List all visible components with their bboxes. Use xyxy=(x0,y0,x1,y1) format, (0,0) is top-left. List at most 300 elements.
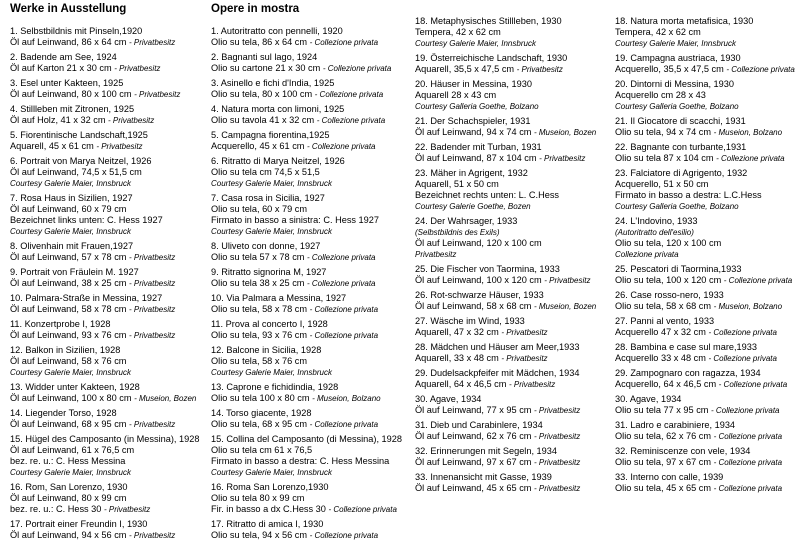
artwork-entry xyxy=(211,26,411,48)
artwork-entry xyxy=(415,53,613,75)
artwork-entry xyxy=(415,264,613,286)
detail-text: Öl auf Leinwand, 68 x 95 cm xyxy=(10,419,129,429)
artwork-entry xyxy=(615,16,800,49)
artwork-detail xyxy=(211,115,411,126)
ownership-note: - Collezione privata xyxy=(718,380,788,389)
ownership-note: - Collezione privata xyxy=(309,531,379,540)
detail-text: 11. Konzertprobe I, 1928 xyxy=(10,319,111,329)
artwork-title xyxy=(615,342,800,353)
artwork-detail xyxy=(211,456,411,467)
detail-text: Öl auf Holz, 41 x 32 cm xyxy=(10,115,109,125)
detail-text: 4. Natura morta con limoni, 1925 xyxy=(211,104,345,114)
artwork-detail xyxy=(415,127,613,138)
artwork-title xyxy=(415,16,613,27)
ownership-note: - Museion, Bozen xyxy=(134,394,197,403)
artwork-entry xyxy=(415,79,613,112)
ownership-note: - Privatbesitz xyxy=(114,64,161,73)
entries-list xyxy=(615,16,800,494)
artwork-title xyxy=(615,116,800,127)
artwork-detail xyxy=(211,178,411,189)
artwork-detail xyxy=(10,278,205,289)
artwork-entry xyxy=(10,193,205,237)
detail-text: Olio su tela, 58 x 76 cm xyxy=(211,356,308,366)
artwork-title xyxy=(415,342,613,353)
detail-text: 27. Panni al vento, 1933 xyxy=(615,316,715,326)
ownership-note: - Collezione privata xyxy=(309,331,379,340)
detail-text: Acquerello, 35,5 x 47,5 cm xyxy=(615,64,727,74)
artwork-entry xyxy=(10,130,205,152)
ownership-note: Privatbesitz xyxy=(415,250,457,259)
detail-text: Olio su tela cm 74,5 x 51,5 xyxy=(211,167,320,177)
artwork-detail xyxy=(211,63,411,74)
ownership-note: - Privatbesitz xyxy=(108,116,155,125)
artwork-detail xyxy=(615,379,800,390)
artwork-entry xyxy=(615,472,800,494)
artwork-title xyxy=(415,394,613,405)
artwork-entry xyxy=(10,241,205,263)
column-italian-part-1 xyxy=(211,2,411,545)
artwork-detail xyxy=(10,467,205,478)
artwork-entry xyxy=(211,267,411,289)
column-italian-part-2 xyxy=(615,2,800,498)
artwork-entry xyxy=(211,130,411,152)
ownership-note: - Privatbesitz xyxy=(516,65,563,74)
artwork-title xyxy=(415,472,613,483)
ownership-note: - Museion, Bolzano xyxy=(713,302,783,311)
artwork-detail xyxy=(415,179,613,190)
artwork-detail xyxy=(615,227,800,238)
detail-text: 16. Roma San Lorenzo,1930 xyxy=(211,482,329,492)
artwork-detail xyxy=(415,27,613,38)
detail-text: 21. Il Giocatore di scacchi, 1931 xyxy=(615,116,746,126)
ownership-note: - Privatbesitz xyxy=(534,458,581,467)
ownership-note: - Privatbesitz xyxy=(129,305,176,314)
artwork-detail xyxy=(415,457,613,468)
artwork-detail xyxy=(615,275,800,286)
ownership-note: - Privatbesitz xyxy=(129,531,176,540)
artwork-entry xyxy=(615,290,800,312)
artwork-title xyxy=(211,382,411,393)
artwork-detail xyxy=(415,64,613,75)
detail-text: 3. Asinello e fichi d'India, 1925 xyxy=(211,78,335,88)
detail-text: 30. Agave, 1934 xyxy=(615,394,682,404)
artwork-title xyxy=(615,420,800,431)
artwork-title xyxy=(211,434,411,445)
artwork-entry xyxy=(211,345,411,378)
detail-text: Öl auf Leinwand, 120 x 100 cm xyxy=(415,238,542,248)
artwork-entry xyxy=(211,382,411,404)
detail-text: 17. Portrait einer Freundin I, 1930 xyxy=(10,519,148,529)
detail-text: 23. Falciatore di Agrigento, 1932 xyxy=(615,168,748,178)
artwork-entry xyxy=(615,168,800,212)
artwork-title xyxy=(10,78,205,89)
detail-text: Öl auf Leinwand, 87 x 104 cm xyxy=(415,153,540,163)
artwork-title xyxy=(10,293,205,304)
ownership-note: - Collezione privata xyxy=(309,305,379,314)
ownership-note: - Museion, Bolzano xyxy=(312,394,381,403)
detail-text: 16. Rom, San Lorenzo, 1930 xyxy=(10,482,128,492)
artwork-title xyxy=(415,53,613,64)
artwork-detail xyxy=(615,179,800,190)
artwork-entry xyxy=(415,168,613,212)
artwork-detail xyxy=(10,456,205,467)
artwork-entry xyxy=(10,482,205,515)
column-german-part-2 xyxy=(415,2,613,498)
ownership-note: - Privatbesitz xyxy=(508,380,556,389)
artwork-entry xyxy=(615,394,800,416)
ownership-note: - Collezione privata xyxy=(307,253,376,262)
artwork-title xyxy=(415,116,613,127)
artwork-entry xyxy=(415,316,613,338)
detail-text: Öl auf Leinwand, 60 x 79 cm xyxy=(10,204,127,214)
artwork-detail xyxy=(10,252,205,263)
artwork-title xyxy=(10,434,205,445)
detail-text: Öl auf Karton 21 x 30 cm xyxy=(10,63,115,73)
artwork-title xyxy=(615,394,800,405)
artwork-detail xyxy=(615,457,800,468)
detail-text: Öl auf Leinwand, 100 x 80 cm xyxy=(10,393,135,403)
artwork-detail xyxy=(10,115,205,126)
artwork-entry xyxy=(211,293,411,315)
detail-text: Öl auf Leinwand, 74,5 x 51,5 cm xyxy=(10,167,142,177)
detail-text: 31. Ladro e carabiniere, 1934 xyxy=(615,420,736,430)
ownership-note: Courtesy Galerie Maier, Innsbruck xyxy=(615,39,736,48)
detail-text: Öl auf Leinwand, 80 x 99 cm xyxy=(10,493,127,503)
artwork-entry xyxy=(10,156,205,189)
artwork-detail xyxy=(615,483,800,494)
artwork-detail xyxy=(10,63,205,74)
detail-text: 8. Uliveto con donne, 1927 xyxy=(211,241,321,251)
artwork-detail xyxy=(211,252,411,263)
artwork-detail xyxy=(615,238,800,249)
ownership-note: Courtesy Galerie Maier, Innsbruck xyxy=(10,368,131,377)
artwork-title xyxy=(615,79,800,90)
detail-text: Öl auf Leinwand, 58 x 68 cm xyxy=(415,301,534,311)
artwork-title xyxy=(211,319,411,330)
artwork-detail xyxy=(211,89,411,100)
detail-text: 33. Innenansicht mit Gasse, 1939 xyxy=(415,472,552,482)
artwork-detail xyxy=(615,153,800,164)
artwork-entry xyxy=(10,519,205,541)
artwork-entry xyxy=(415,394,613,416)
artwork-title xyxy=(211,193,411,204)
detail-text: 5. Fiorentinische Landschaft,1925 xyxy=(10,130,148,140)
detail-text: 29. Dudelsackpfeifer mit Mädchen, 1934 xyxy=(415,368,580,378)
ownership-note: - Collezione privata xyxy=(307,142,376,151)
artwork-detail xyxy=(211,278,411,289)
detail-text: Öl auf Leinwand, 86 x 64 cm xyxy=(10,37,129,47)
detail-text: Öl auf Leinwand, 80 x 100 cm xyxy=(10,89,135,99)
ownership-note: Courtesy Galerie Maier, Innsbruck xyxy=(415,39,536,48)
detail-text: Aquarell, 45 x 61 cm xyxy=(10,141,97,151)
artwork-title xyxy=(211,130,411,141)
detail-text: Öl auf Leinwand, 45 x 65 cm xyxy=(415,483,534,493)
artwork-title xyxy=(10,52,205,63)
ownership-note: - Collezione privata xyxy=(316,116,386,125)
artwork-title xyxy=(211,156,411,167)
detail-text: 20. Dintorni di Messina, 1930 xyxy=(615,79,734,89)
artwork-detail xyxy=(615,64,800,75)
artwork-detail xyxy=(415,190,613,201)
detail-text: 8. Olivenhain mit Frauen,1927 xyxy=(10,241,134,251)
artwork-title xyxy=(415,168,613,179)
detail-text: Öl auf Leinwand, 38 x 25 cm xyxy=(10,278,129,288)
detail-text: 23. Mäher in Agrigent, 1932 xyxy=(415,168,528,178)
artwork-title xyxy=(415,216,613,227)
ownership-note: Courtesy Galleria Goethe, Bolzano xyxy=(615,102,739,111)
artwork-entry xyxy=(415,368,613,390)
artwork-title xyxy=(10,319,205,330)
artwork-title xyxy=(415,290,613,301)
artwork-title xyxy=(415,79,613,90)
artwork-detail xyxy=(211,167,411,178)
artwork-detail xyxy=(415,227,613,238)
ownership-note: - Collezione privata xyxy=(713,484,783,493)
ownership-note: Courtesy Galleria Goethe, Bolzano xyxy=(615,202,739,211)
ownership-note: - Collezione privata xyxy=(309,420,379,429)
detail-text: Aquarell 28 x 43 cm xyxy=(415,90,497,100)
artwork-detail xyxy=(615,201,800,212)
artwork-detail xyxy=(10,419,205,430)
artwork-entry xyxy=(615,53,800,75)
detail-text: Olio su tela, 68 x 95 cm xyxy=(211,419,310,429)
ownership-note: - Privatbesitz xyxy=(534,406,581,415)
detail-text: 18. Metaphysisches Stillleben, 1930 xyxy=(415,16,562,26)
column-heading xyxy=(615,2,800,12)
artwork-detail xyxy=(10,141,205,152)
artwork-entry xyxy=(415,16,613,49)
artwork-detail xyxy=(211,393,411,404)
detail-text: 19. Campagna austriaca, 1930 xyxy=(615,53,741,63)
column-heading: Werke in Ausstellung xyxy=(10,3,127,15)
detail-text: Firmato in basso a destra: L.C.Hess xyxy=(615,190,762,200)
artwork-detail xyxy=(615,249,800,260)
ownership-note: Courtesy Galerie Maier, Innsbruck xyxy=(10,179,131,188)
ownership-note: - Collezione privata xyxy=(711,406,780,415)
artwork-detail xyxy=(10,356,205,367)
artwork-detail xyxy=(10,530,205,541)
detail-text: 28. Mädchen und Häuser am Meer,1933 xyxy=(415,342,580,352)
ownership-note: - Privatbesitz xyxy=(96,142,143,151)
artwork-title xyxy=(10,519,205,530)
artwork-entry xyxy=(615,116,800,138)
artwork-detail xyxy=(415,431,613,442)
artwork-detail xyxy=(10,215,205,226)
artwork-title xyxy=(211,345,411,356)
detail-text: 20. Häuser in Messina, 1930 xyxy=(415,79,532,89)
artwork-detail xyxy=(211,445,411,456)
detail-text: 32. Erinnerungen mit Segeln, 1934 xyxy=(415,446,557,456)
artwork-detail xyxy=(211,493,411,504)
ownership-note: - Museion, Bozen xyxy=(534,128,597,137)
detail-text: Acquerello, 51 x 50 cm xyxy=(615,179,709,189)
ownership-note: Courtesy Galerie Maier, Innsbruck xyxy=(10,227,131,236)
detail-text: 12. Balkon in Sizilien, 1928 xyxy=(10,345,121,355)
artwork-detail xyxy=(415,238,613,249)
artwork-entry xyxy=(415,446,613,468)
ownership-note: - Collezione privata xyxy=(716,154,785,163)
artwork-detail xyxy=(10,304,205,315)
artwork-detail xyxy=(10,37,205,48)
ownership-note: - Privatbesitz xyxy=(501,328,548,337)
artwork-detail xyxy=(615,27,800,38)
artwork-title xyxy=(211,26,411,37)
detail-text: Aquarell, 51 x 50 cm xyxy=(415,179,499,189)
detail-text: Olio su cartone 21 x 30 cm xyxy=(211,63,323,73)
ownership-note: - Collezione privata xyxy=(314,90,384,99)
detail-text: 18. Natura morta metafisica, 1930 xyxy=(615,16,754,26)
ownership-note: - Privatbesitz xyxy=(129,420,176,429)
detail-text: Bezeichnet rechts unten: L. C.Hess xyxy=(415,190,560,200)
detail-text: Aquarell, 35,5 x 47,5 cm xyxy=(415,64,517,74)
artwork-title xyxy=(211,241,411,252)
artwork-title xyxy=(10,345,205,356)
artwork-entry xyxy=(615,446,800,468)
artwork-entry xyxy=(415,116,613,138)
ownership-note: Courtesy Galerie Maier, Innsbruck xyxy=(211,468,332,477)
detail-text: 2. Bagnanti sul lago, 1924 xyxy=(211,52,318,62)
artwork-entry xyxy=(415,216,613,260)
detail-text: Tempera, 42 x 62 cm xyxy=(415,27,501,37)
artwork-entry xyxy=(211,482,411,515)
ownership-note: - Privatbesitz xyxy=(534,432,581,441)
artwork-detail xyxy=(211,530,411,541)
detail-text: Tempera, 42 x 62 cm xyxy=(615,27,701,37)
artwork-detail xyxy=(10,504,205,515)
detail-text: 7. Rosa Haus in Sizilien, 1927 xyxy=(10,193,133,203)
artwork-entry xyxy=(415,142,613,164)
detail-text: 15. Hügel des Camposanto (in Messina), 1928 xyxy=(10,434,200,444)
artwork-detail xyxy=(615,301,800,312)
detail-text: 28. Bambina e case sul mare,1933 xyxy=(615,342,757,352)
artwork-entry xyxy=(615,420,800,442)
ownership-note: - Privatbesitz xyxy=(534,484,581,493)
ownership-note: - Collezione privata xyxy=(723,276,793,285)
detail-text: Firmato in basso a sinistra: C. Hess 1927 xyxy=(211,215,379,225)
artwork-title xyxy=(615,472,800,483)
artwork-detail xyxy=(211,304,411,315)
detail-text: bez. re. u.: C. Hess Messina xyxy=(10,456,126,466)
artwork-entry xyxy=(211,156,411,189)
artwork-title xyxy=(211,408,411,419)
artwork-entry xyxy=(211,241,411,263)
column-heading xyxy=(415,2,613,12)
artwork-detail xyxy=(10,367,205,378)
detail-text: Öl auf Leinwand, 58 x 78 cm xyxy=(10,304,129,314)
detail-text: 14. Torso giacente, 1928 xyxy=(211,408,312,418)
detail-text: 10. Palmara-Straße in Messina, 1927 xyxy=(10,293,163,303)
artwork-detail xyxy=(415,249,613,260)
detail-text: 14. Liegender Torso, 1928 xyxy=(10,408,117,418)
artwork-detail xyxy=(415,483,613,494)
ownership-note: - Museion, Bolzano xyxy=(713,128,783,137)
artwork-entry xyxy=(211,519,411,541)
artwork-title xyxy=(211,293,411,304)
artwork-detail xyxy=(211,204,411,215)
artwork-entry xyxy=(211,434,411,478)
artwork-detail xyxy=(615,101,800,112)
artwork-entry xyxy=(615,316,800,338)
artwork-detail xyxy=(211,356,411,367)
artwork-title xyxy=(615,264,800,275)
artwork-title xyxy=(10,104,205,115)
artwork-title xyxy=(10,267,205,278)
detail-text: 12. Balcone in Sicilia, 1928 xyxy=(211,345,322,355)
artwork-entry xyxy=(615,216,800,260)
artwork-title xyxy=(415,316,613,327)
detail-text: 24. Der Wahrsager, 1933 xyxy=(415,216,518,226)
artwork-title xyxy=(211,78,411,89)
artwork-entry xyxy=(615,342,800,364)
artwork-detail xyxy=(415,101,613,112)
detail-text: Olio su tela 38 x 25 cm xyxy=(211,278,308,288)
ownership-note: (Autoritratto dell'esilio) xyxy=(615,228,694,237)
artwork-title xyxy=(10,382,205,393)
ownership-note: - Museion, Bozen xyxy=(534,302,597,311)
artwork-title xyxy=(415,368,613,379)
ownership-note: - Privatbesitz xyxy=(103,505,151,514)
detail-text: 19. Österreichische Landschaft, 1930 xyxy=(415,53,568,63)
artwork-entry xyxy=(211,193,411,237)
artwork-title xyxy=(10,241,205,252)
detail-text: 4. Stillleben mit Zitronen, 1925 xyxy=(10,104,135,114)
detail-text: 13. Widder unter Kakteen, 1928 xyxy=(10,382,140,392)
detail-text: bez. re. u.: C. Hess 30 xyxy=(10,504,104,514)
ownership-note: - Collezione privata xyxy=(328,505,397,514)
ownership-note: Courtesy Galerie Maier, Innsbruck xyxy=(10,468,131,477)
detail-text: 9. Portrait von Fräulein M. 1927 xyxy=(10,267,139,277)
artwork-entry xyxy=(211,104,411,126)
ownership-note: - Collezione privata xyxy=(708,354,777,363)
artwork-detail xyxy=(10,445,205,456)
detail-text: Olio su tela, 62 x 76 cm xyxy=(615,431,714,441)
detail-text: Olio su tela 57 x 78 cm xyxy=(211,252,308,262)
artwork-title xyxy=(10,193,205,204)
detail-text: Olio su tela, 86 x 64 cm xyxy=(211,37,310,47)
artwork-title xyxy=(615,216,800,227)
detail-text: Acquerello 33 x 48 cm xyxy=(615,353,709,363)
artwork-detail xyxy=(10,493,205,504)
column-heading: Opere in mostra xyxy=(211,3,300,15)
artwork-title xyxy=(615,142,800,153)
detail-text: Olio su tela, 100 x 120 cm xyxy=(615,275,724,285)
ownership-note: Courtesy Galerie Maier, Innsbruck xyxy=(211,368,332,377)
detail-text: Olio su tela, 80 x 100 cm xyxy=(211,89,315,99)
artwork-entry xyxy=(211,78,411,100)
artwork-detail xyxy=(415,201,613,212)
artwork-detail xyxy=(10,226,205,237)
artwork-title xyxy=(10,408,205,419)
detail-text: 9. Ritratto signorina M, 1927 xyxy=(211,267,327,277)
detail-text: 17. Ritratto di amica I, 1930 xyxy=(211,519,324,529)
artwork-entry xyxy=(10,267,205,289)
detail-text: 3. Esel unter Kakteen, 1925 xyxy=(10,78,124,88)
artwork-entry xyxy=(10,293,205,315)
ownership-note: - Privatbesitz xyxy=(129,279,176,288)
detail-text: 29. Zampognaro con ragazza, 1934 xyxy=(615,368,761,378)
artwork-detail xyxy=(415,153,613,164)
detail-text: 22. Badender mit Turban, 1931 xyxy=(415,142,542,152)
artwork-detail xyxy=(615,405,800,416)
artwork-title xyxy=(615,316,800,327)
detail-text: Olio su tela 77 x 95 cm xyxy=(615,405,712,415)
artwork-detail xyxy=(211,367,411,378)
detail-text: Olio su tela, 120 x 100 cm xyxy=(615,238,722,248)
artwork-detail xyxy=(10,330,205,341)
detail-text: 24. L'Indovino, 1933 xyxy=(615,216,698,226)
artwork-title xyxy=(10,26,205,37)
detail-text: 26. Rot-schwarze Häuser, 1933 xyxy=(415,290,544,300)
